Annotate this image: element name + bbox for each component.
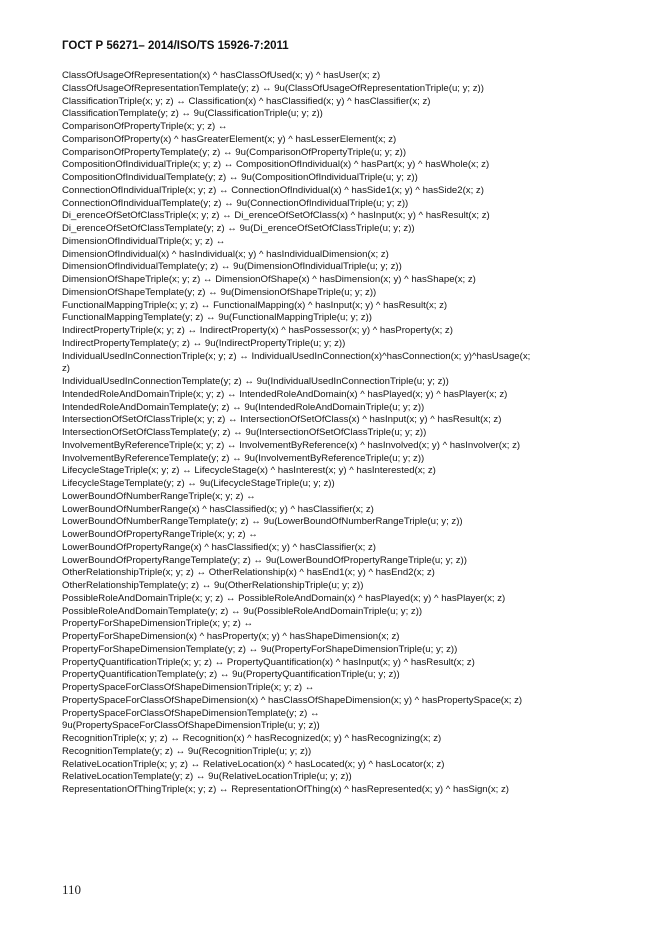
formula-line: ClassificationTemplate(y; z) ↔ 9u(ClassificationTriple(u; y; z)) bbox=[62, 108, 323, 120]
formula-line: InvolvementByReferenceTriple(x; y; z) ↔ InvolvementByReference(x) ^ hasInvolved(x; y) ^ hasInvolver(x; z) bbox=[62, 439, 521, 451]
formula-line: CompositionOfIndividualTriple(x; y; z) ↔ CompositionOfIndividual(x) ^ hasPart(x; y) ^ hasWhole(x; z) bbox=[62, 159, 490, 171]
formula-line: LowerBoundOfPropertyRange(x) ^ hasClassified(x; y) ^ hasClassifier(x; z) bbox=[62, 541, 376, 553]
formula-line: IndirectPropertyTemplate(y; z) ↔ 9u(IndirectPropertyTriple(u; y; z)) bbox=[62, 337, 346, 349]
formula-line: IndividualUsedInConnectionTriple(x; y; z) ↔ IndividualUsedInConnection(x)^hasConnection(x; y)^hasUsage(x; bbox=[62, 350, 531, 362]
formula-line: ComparisonOfProperty(x) ^ hasGreaterElement(x; y) ^ hasLesserElement(x; z) bbox=[62, 133, 397, 145]
formula-line: LowerBoundOfPropertyRangeTemplate(y; z) ↔ 9u(LowerBoundOfPropertyRangeTriple(u; y; z)) bbox=[62, 554, 467, 566]
formula-line: IndirectPropertyTriple(x; y; z) ↔ IndirectProperty(x) ^ hasPossessor(x; y) ^ hasProperty(x; z) bbox=[62, 325, 453, 336]
formula-line: LowerBoundOfNumberRangeTriple(x; y; z) ↔ bbox=[62, 490, 256, 502]
formula-line: IntersectionOfSetOfClassTriple(x; y; z) ↔ IntersectionOfSetOfClass(x) ^ hasInput(x; y) ^ hasResult(x; z) bbox=[62, 414, 502, 426]
formula-line: PossibleRoleAndDomainTemplate(y; z) ↔ 9u(PossibleRoleAndDomainTriple(u; y; z)) bbox=[62, 605, 423, 617]
formula-line: LowerBoundOfNumberRange(x) ^ hasClassified(x; y) ^ hasClassifier(x; z) bbox=[62, 503, 374, 515]
formula-line: ConnectionOfIndividualTriple(x; y; z) ↔ ConnectionOfIndividual(x) ^ hasSide1(x; y) ^ hasSide2(x; z) bbox=[62, 184, 484, 196]
formula-line: z) bbox=[62, 363, 70, 375]
formula-line: 9u(PropertySpaceForClassOfShapeDimensionTriple(u; y; z)) bbox=[62, 720, 320, 732]
formula-line: PropertySpaceForClassOfShapeDimensionTriple(x; y; z) ↔ bbox=[62, 682, 315, 693]
formula-line: LifecycleStageTemplate(y; z) ↔ 9u(LifecycleStageTriple(u; y; z)) bbox=[62, 478, 335, 489]
formula-line: LowerBoundOfNumberRangeTemplate(y; z) ↔ 9u(LowerBoundOfNumberRangeTriple(u; y; z)) bbox=[62, 516, 463, 528]
formula-line: PropertyForShapeDimensionTemplate(y; z) ↔ 9u(PropertyForShapeDimensionTriple(u; y; z)) bbox=[62, 643, 458, 655]
formula-line: IntersectionOfSetOfClassTemplate(y; z) ↔ 9u(IntersectionOfSetOfClassTriple(u; y; z)) bbox=[62, 427, 427, 438]
formula-line: PropertyQuantificationTriple(x; y; z) ↔ PropertyQuantification(x) ^ hasInput(x; y) ^ hasResult(x; z) bbox=[62, 656, 475, 668]
formula-line: RecognitionTemplate(y; z) ↔ 9u(RecognitionTriple(u; y; z)) bbox=[62, 745, 312, 757]
formula-line: PropertyQuantificationTemplate(y; z) ↔ 9u(PropertyQuantificationTriple(u; y; z)) bbox=[62, 669, 400, 681]
formula-line: ClassOfUsageOfRepresentation(x) ^ hasClassOfUsed(x; y) ^ hasUser(x; z) bbox=[62, 70, 381, 81]
formula-line: PropertyForShapeDimension(x) ^ hasProperty(x; y) ^ hasShapeDimension(x; z) bbox=[62, 631, 400, 642]
formula-line: FunctionalMappingTemplate(y; z) ↔ 9u(FunctionalMappingTriple(u; y; z)) bbox=[62, 312, 372, 324]
formula-line: LowerBoundOfPropertyRangeTriple(x; y; z) ↔ bbox=[62, 529, 258, 540]
formula-line: Di_erenceOfSetOfClassTemplate(y; z) ↔ 9u(Di_erenceOfSetOfClassTriple(u; y; z)) bbox=[62, 223, 415, 234]
formula-line: CompositionOfIndividualTemplate(y; z) ↔ 9u(CompositionOfIndividualTriple(u; y; z)) bbox=[62, 172, 418, 183]
formula-line: OtherRelationshipTemplate(y; z) ↔ 9u(OtherRelationshipTriple(u; y; z)) bbox=[62, 580, 364, 591]
document-header: ГОСТ Р 56271– 2014/ISO/TS 15926-7:2011 bbox=[62, 40, 289, 52]
formula-line: ComparisonOfPropertyTriple(x; y; z) ↔ bbox=[62, 121, 228, 132]
formula-line: DimensionOfShapeTriple(x; y; z) ↔ DimensionOfShape(x) ^ hasDimension(x; y) ^ hasShape(x; z) bbox=[62, 274, 476, 285]
formula-line: RelativeLocationTriple(x; y; z) ↔ RelativeLocation(x) ^ hasLocated(x; y) ^ hasLocator(x; z) bbox=[62, 758, 445, 770]
formula-list bbox=[62, 70, 642, 797]
formula-line: LifecycleStageTriple(x; y; z) ↔ LifecycleStage(x) ^ hasInterest(x; y) ^ hasInterested(x; z) bbox=[62, 465, 436, 477]
formula-line: Di_erenceOfSetOfClassTriple(x; y; z) ↔ Di_erenceOfSetOfClass(x) ^ hasInput(x; y) ^ hasResult(x; z) bbox=[62, 210, 490, 222]
formula-line: PropertySpaceForClassOfShapeDimension(x) ^ hasClassOfShapeDimension(x; y) ^ hasPropertySpace(x; z) bbox=[62, 694, 523, 706]
formula-line: DimensionOfIndividual(x) ^ hasIndividual(x; y) ^ hasIndividualDimension(x; z) bbox=[62, 248, 389, 260]
formula-line: DimensionOfShapeTemplate(y; z) ↔ 9u(DimensionOfShapeTriple(u; y; z)) bbox=[62, 286, 377, 298]
page-number: 110 bbox=[62, 882, 82, 897]
formula-line: RelativeLocationTemplate(y; z) ↔ 9u(RelativeLocationTriple(u; y; z)) bbox=[62, 771, 352, 783]
formula-line: ClassOfUsageOfRepresentationTemplate(y; z) ↔ 9u(ClassOfUsageOfRepresentationTriple(u; y; z)) bbox=[62, 82, 484, 94]
formula-line: DimensionOfIndividualTriple(x; y; z) ↔ bbox=[62, 235, 226, 247]
formula-line: FunctionalMappingTriple(x; y; z) ↔ FunctionalMapping(x) ^ hasInput(x; y) ^ hasResult(x; z) bbox=[62, 299, 448, 311]
formula-line: OtherRelationshipTriple(x; y; z) ↔ OtherRelationship(x) ^ hasEnd1(x; y) ^ hasEnd2(x; z) bbox=[62, 567, 435, 579]
formula-line: InvolvementByReferenceTemplate(y; z) ↔ 9u(InvolvementByReferenceTriple(u; y; z)) bbox=[62, 452, 425, 464]
formula-line: RepresentationOfThingTriple(x; y; z) ↔ RepresentationOfThing(x) ^ hasRepresented(x; y) ^ hasSign(x; z) bbox=[62, 784, 509, 795]
formula-line: PropertyForShapeDimensionTriple(x; y; z) ↔ bbox=[62, 618, 254, 630]
formula-line: DimensionOfIndividualTemplate(y; z) ↔ 9u(DimensionOfIndividualTriple(u; y; z)) bbox=[62, 261, 402, 273]
formula-line: RecognitionTriple(x; y; z) ↔ Recognition(x) ^ hasRecognized(x; y) ^ hasRecognizing(x; z) bbox=[62, 733, 442, 744]
formula-line: IndividualUsedInConnectionTemplate(y; z) ↔ 9u(IndividualUsedInConnectionTriple(u; y; z)) bbox=[62, 376, 449, 387]
formula-line: PossibleRoleAndDomainTriple(x; y; z) ↔ PossibleRoleAndDomain(x) ^ hasPlayed(x; y) ^ hasPlayer(x; z) bbox=[62, 592, 506, 604]
formula-line: ConnectionOfIndividualTemplate(y; z) ↔ 9u(ConnectionOfIndividualTriple(u; y; z)) bbox=[62, 197, 409, 209]
formula-line: ClassificationTriple(x; y; z) ↔ Classification(x) ^ hasClassified(x; y) ^ hasClassifier(x; z) bbox=[62, 95, 431, 107]
formula-line: IntendedRoleAndDomainTriple(x; y; z) ↔ IntendedRoleAndDomain(x) ^ hasPlayed(x; y) ^ hasPlayer(x; z) bbox=[62, 388, 508, 400]
formula-line: IntendedRoleAndDomainTemplate(y; z) ↔ 9u(IntendedRoleAndDomainTriple(u; y; z)) bbox=[62, 401, 425, 413]
formula-line: ComparisonOfPropertyTemplate(y; z) ↔ 9u(ComparisonOfPropertyTriple(u; y; z)) bbox=[62, 146, 407, 158]
formula-line: PropertySpaceForClassOfShapeDimensionTemplate(y; z) ↔ bbox=[62, 707, 320, 719]
